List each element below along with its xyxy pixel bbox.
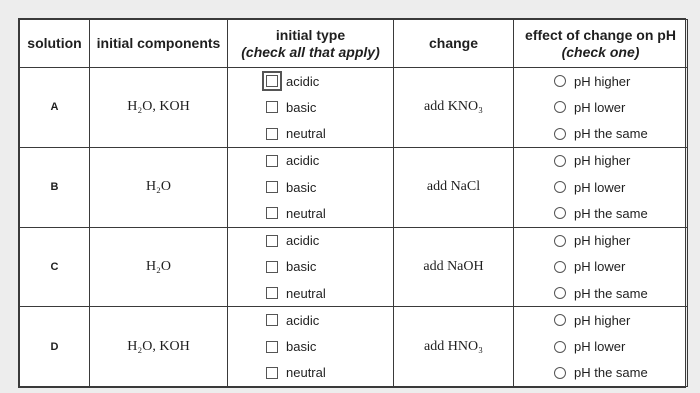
option-label: neutral (286, 365, 326, 381)
solution-label: C (20, 227, 90, 307)
initial-components: H₂O, KOH (90, 307, 228, 387)
type-option-acidic[interactable] (228, 307, 393, 333)
header-change: change (394, 20, 514, 68)
table-row (20, 147, 688, 227)
header-effect (514, 20, 688, 68)
option-label: acidic (286, 73, 320, 89)
solution-label: A (20, 68, 90, 148)
effect-option-lower[interactable] (514, 174, 687, 200)
initial-type-options (228, 68, 394, 148)
option-label: basic (286, 179, 317, 195)
effect-option-higher[interactable] (514, 307, 687, 333)
checkbox-icon[interactable] (266, 367, 278, 379)
option-label: acidic (286, 312, 320, 328)
change-cell: add NaCl (394, 147, 514, 227)
change-cell: add KNO₃ (394, 68, 514, 148)
checkbox-icon[interactable] (266, 207, 278, 219)
effect-option-lower[interactable] (514, 94, 687, 120)
effect-options (514, 307, 688, 387)
type-option-neutral[interactable] (228, 280, 393, 306)
effect-option-same[interactable] (514, 121, 687, 147)
radio-icon[interactable] (554, 75, 566, 87)
initial-components: H₂O (90, 227, 228, 307)
radio-icon[interactable] (554, 235, 566, 247)
option-label: pH higher (574, 153, 631, 169)
checkbox-icon[interactable] (266, 75, 278, 87)
type-option-basic[interactable] (228, 254, 393, 280)
header-row (20, 20, 688, 68)
initial-type-options (228, 147, 394, 227)
effect-option-lower[interactable] (514, 254, 687, 280)
effect-option-same[interactable] (514, 200, 687, 226)
option-label: basic (286, 339, 317, 355)
checkbox-icon[interactable] (266, 341, 278, 353)
option-label: pH lower (574, 259, 626, 275)
initial-type-options (228, 307, 394, 387)
solutions-table (19, 19, 688, 387)
change-cell: add NaOH (394, 227, 514, 307)
table-row (20, 307, 688, 387)
option-label: basic (286, 259, 317, 275)
option-label: pH the same (574, 126, 648, 142)
checkbox-icon[interactable] (266, 314, 278, 326)
type-option-basic[interactable] (228, 174, 393, 200)
checkbox-icon[interactable] (266, 101, 278, 113)
option-label: pH higher (574, 73, 631, 89)
effect-option-same[interactable] (514, 280, 687, 306)
type-option-basic[interactable] (228, 334, 393, 360)
solution-label: B (20, 147, 90, 227)
option-label: acidic (286, 233, 320, 249)
radio-icon[interactable] (554, 287, 566, 299)
checkbox-icon[interactable] (266, 261, 278, 273)
option-label: acidic (286, 153, 320, 169)
effect-option-lower[interactable] (514, 334, 687, 360)
type-option-basic[interactable] (228, 94, 393, 120)
checkbox-icon[interactable] (266, 181, 278, 193)
radio-icon[interactable] (554, 155, 566, 167)
option-label: neutral (286, 126, 326, 142)
effect-options (514, 227, 688, 307)
type-option-acidic[interactable] (228, 148, 393, 174)
checkbox-icon[interactable] (266, 287, 278, 299)
effect-option-higher[interactable] (514, 68, 687, 94)
type-option-neutral[interactable] (228, 200, 393, 226)
header-solution: solution (20, 20, 90, 68)
solution-label: D (20, 307, 90, 387)
header-initial-components: initial components (90, 20, 228, 68)
option-label: pH lower (574, 339, 626, 355)
header-initial-type-title: initial type (275, 26, 346, 43)
header-initial-type (228, 20, 394, 68)
table-row (20, 227, 688, 307)
type-option-acidic[interactable] (228, 228, 393, 254)
radio-icon[interactable] (554, 367, 566, 379)
option-label: pH the same (574, 365, 648, 381)
initial-components: H₂O, KOH (90, 68, 228, 148)
header-effect-hint: (check one) (561, 43, 640, 60)
change-cell: add HNO₃ (394, 307, 514, 387)
ph-worksheet (18, 18, 686, 388)
radio-icon[interactable] (554, 207, 566, 219)
radio-icon[interactable] (554, 181, 566, 193)
checkbox-icon[interactable] (266, 235, 278, 247)
option-label: basic (286, 99, 317, 115)
header-initial-type-hint: (check all that apply) (241, 43, 380, 60)
effect-option-higher[interactable] (514, 148, 687, 174)
option-label: pH the same (574, 205, 648, 221)
type-option-neutral[interactable] (228, 360, 393, 386)
option-label: pH lower (574, 179, 626, 195)
header-effect-title: effect of change on pH (525, 26, 676, 43)
option-label: pH the same (574, 285, 648, 301)
effect-options (514, 68, 688, 148)
option-label: neutral (286, 285, 326, 301)
option-label: pH higher (574, 233, 631, 249)
effect-option-higher[interactable] (514, 228, 687, 254)
table-row (20, 68, 688, 148)
effect-option-same[interactable] (514, 360, 687, 386)
radio-icon[interactable] (554, 261, 566, 273)
option-label: pH higher (574, 312, 631, 328)
effect-options (514, 147, 688, 227)
type-option-neutral[interactable] (228, 121, 393, 147)
initial-components: H₂O (90, 147, 228, 227)
type-option-acidic[interactable] (228, 68, 393, 94)
radio-icon[interactable] (554, 341, 566, 353)
option-label: neutral (286, 205, 326, 221)
initial-type-options (228, 227, 394, 307)
checkbox-icon[interactable] (266, 128, 278, 140)
radio-icon[interactable] (554, 128, 566, 140)
checkbox-icon[interactable] (266, 155, 278, 167)
radio-icon[interactable] (554, 101, 566, 113)
radio-icon[interactable] (554, 314, 566, 326)
option-label: pH lower (574, 99, 626, 115)
